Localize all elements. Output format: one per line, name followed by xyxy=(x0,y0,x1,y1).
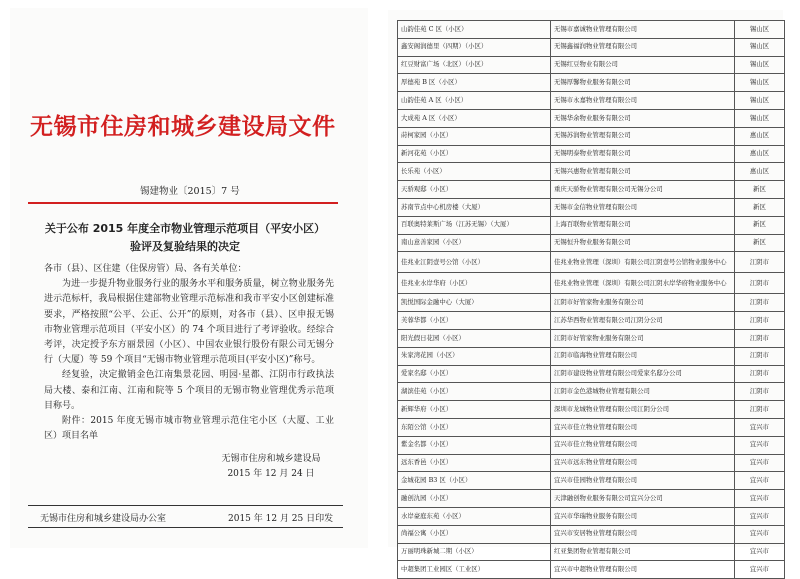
table-row xyxy=(398,436,785,454)
project-table xyxy=(397,20,785,579)
project-name-cell: 长乐苑（小区） xyxy=(398,163,551,181)
table-row xyxy=(398,56,785,74)
table-row xyxy=(398,543,785,561)
document-body xyxy=(44,262,334,444)
table-row xyxy=(398,454,785,472)
company-cell: 上海百联物业管理有限公司 xyxy=(551,216,735,234)
table-row xyxy=(398,38,785,56)
table-row xyxy=(398,273,785,294)
table-row xyxy=(398,561,785,579)
company-cell: 无锡市金信物业管理有限公司 xyxy=(551,198,735,216)
district-cell: 宜兴市 xyxy=(735,561,785,579)
salutation: 各市（县）、区住建（住保房管）局、各有关单位： xyxy=(44,264,247,274)
table-row xyxy=(398,525,785,543)
company-cell: 宜兴市中超物业管理有限公司 xyxy=(551,561,735,579)
company-cell: 无锡市嘉诚物业管理有限公司 xyxy=(551,21,735,39)
company-cell: 深圳市龙城物业管理有限公司江阴分公司 xyxy=(551,401,735,419)
district-cell: 江阴市 xyxy=(735,252,785,273)
title-line-2: 验评及复验结果的决定 xyxy=(130,240,240,253)
project-name-cell: 鑫安阁润德里（四期）（小区） xyxy=(398,38,551,56)
district-cell: 江阴市 xyxy=(735,347,785,365)
company-cell: 江阴市建设物业管理有限公司爱家名邸分公司 xyxy=(551,365,735,383)
table-row xyxy=(398,472,785,490)
district-cell: 江阴市 xyxy=(735,294,785,312)
district-cell: 惠山区 xyxy=(735,163,785,181)
district-cell: 新区 xyxy=(735,198,785,216)
project-name-cell: 南山意善家园（小区） xyxy=(398,234,551,252)
project-name-cell: 紫金名都（小区） xyxy=(398,436,551,454)
table-row xyxy=(398,329,785,347)
project-name-cell: 百联奥特莱斯广场（江苏无锡）（大厦） xyxy=(398,216,551,234)
table-row xyxy=(398,109,785,127)
table-row xyxy=(398,145,785,163)
body-paragraph-1: 为进一步提升物业服务行业的服务水平和服务质量，树立物业服务先进示范标杆，我局根据住建部物业管理示范标准和我市平安小区创建标准要求，严格按照“公平、公正、公开”的原则，对各市（县）、区申报无锡市物业管理示范项目（平安小区）的 74 个项目进行了考评验收。经综合考评，决定授予东方丽景园（小区）、中国农业银行股份有限公司无锡分行（大厦）等 59 个项目“无锡市物业管理示范项目(平安小区)”称号。 xyxy=(44,279,334,366)
project-name-cell: 山韵佳苑 C 区（小区） xyxy=(398,21,551,39)
table-row xyxy=(398,507,785,525)
project-table-body xyxy=(398,21,785,579)
table-row xyxy=(398,418,785,436)
company-cell: 重庆天骄物业管理有限公司无锡分公司 xyxy=(551,181,735,199)
project-name-cell: 远东香邑（小区） xyxy=(398,454,551,472)
company-cell: 无锡苏润物业管理有限公司 xyxy=(551,127,735,145)
company-cell: 无锡兴惠物业管理有限公司 xyxy=(551,163,735,181)
district-cell: 宜兴市 xyxy=(735,543,785,561)
district-cell: 宜兴市 xyxy=(735,490,785,508)
district-cell: 惠山区 xyxy=(735,145,785,163)
table-row xyxy=(398,294,785,312)
project-name-cell: 水岸豪庭东苑（小区） xyxy=(398,507,551,525)
project-name-cell: 红豆财富广场（北区）（小区） xyxy=(398,56,551,74)
project-name-cell: 阳光假日花园（小区） xyxy=(398,329,551,347)
table-row xyxy=(398,21,785,39)
footer-rule-bottom xyxy=(28,527,343,528)
company-cell: 佳兆业物业管理（深圳）有限公司江阴水岸华府物业服务中心 xyxy=(551,273,735,294)
table-row xyxy=(398,383,785,401)
district-cell: 惠山区 xyxy=(735,127,785,145)
district-cell: 宜兴市 xyxy=(735,472,785,490)
signature-org: 无锡市住房和城乡建设局 xyxy=(221,454,321,464)
project-name-cell: 尚福公寓（小区） xyxy=(398,525,551,543)
district-cell: 宜兴市 xyxy=(735,454,785,472)
table-row xyxy=(398,216,785,234)
district-cell: 江阴市 xyxy=(735,383,785,401)
title-line-1: 关于公布 2015 年度全市物业管理示范项目（平安小区） xyxy=(44,222,326,235)
footer-print-date: 2015 年 12 月 25 日印发 xyxy=(228,514,334,524)
table-row xyxy=(398,181,785,199)
table-row xyxy=(398,92,785,110)
table-row xyxy=(398,74,785,92)
table-row xyxy=(398,490,785,508)
company-cell: 佳兆业物业管理（深圳）有限公司江阴壹号公馆物业服务中心 xyxy=(551,252,735,273)
company-cell: 宜兴市佳立物业管理有限公司 xyxy=(551,436,735,454)
project-name-cell: 朱家湾花园（小区） xyxy=(398,347,551,365)
project-name-cell: 莳柯家园（小区） xyxy=(398,127,551,145)
project-name-cell: 大成苑 A 区（小区） xyxy=(398,109,551,127)
document-header: 无锡市住房和城乡建设局文件 xyxy=(30,114,336,140)
project-name-cell: 湖滨佳苑（小区） xyxy=(398,383,551,401)
project-name-cell: 佳兆业水岸华府（小区） xyxy=(398,273,551,294)
project-name-cell: 山韵佳苑 A 区（小区） xyxy=(398,92,551,110)
project-name-cell: 苏南节点中心机房楼（大厦） xyxy=(398,198,551,216)
project-name-cell: 新河花苑（小区） xyxy=(398,145,551,163)
attachment-note: 附件：2015 年度无锡市城市物业管理示范住宅小区（大厦、工业区）项目名单 xyxy=(44,416,334,442)
company-cell: 无锡厚馨物业服务有限公司 xyxy=(551,74,735,92)
table-row xyxy=(398,163,785,181)
company-cell: 江阴市临海物业管理有限公司 xyxy=(551,347,735,365)
company-cell: 宜兴市远东物业管理有限公司 xyxy=(551,454,735,472)
district-cell: 锡山区 xyxy=(735,74,785,92)
project-name-cell: 厚德苑 B 区（小区） xyxy=(398,74,551,92)
district-cell: 新区 xyxy=(735,181,785,199)
district-cell: 宜兴市 xyxy=(735,507,785,525)
table-row xyxy=(398,312,785,330)
document-number: 锡建物业〔2015〕7 号 xyxy=(140,186,240,197)
project-name-cell: 天骄观邸（小区） xyxy=(398,181,551,199)
table-row xyxy=(398,127,785,145)
company-cell: 宜兴市华瑞物业服务有限公司 xyxy=(551,507,735,525)
project-name-cell: 佳兆业江阴壹号公馆（小区） xyxy=(398,252,551,273)
company-cell: 无锡市永嘉物业管理有限公司 xyxy=(551,92,735,110)
company-cell: 江苏华西物业管理有限公司江阴分公司 xyxy=(551,312,735,330)
footer-issuer: 无锡市住房和城乡建设局办公室 xyxy=(40,514,167,524)
district-cell: 江阴市 xyxy=(735,401,785,419)
district-cell: 新区 xyxy=(735,216,785,234)
project-name-cell: 爱家名邸（小区） xyxy=(398,365,551,383)
district-cell: 宜兴市 xyxy=(735,525,785,543)
company-cell: 天津融创物业服务有限公司宜兴分公司 xyxy=(551,490,735,508)
company-cell: 江阴市金色港城物业管理有限公司 xyxy=(551,383,735,401)
table-row xyxy=(398,198,785,216)
district-cell: 江阴市 xyxy=(735,312,785,330)
district-cell: 锡山区 xyxy=(735,109,785,127)
district-cell: 新区 xyxy=(735,234,785,252)
project-name-cell: 东陌公馆（小区） xyxy=(398,418,551,436)
company-cell: 江阴市好管家物业服务有限公司 xyxy=(551,329,735,347)
table-row xyxy=(398,347,785,365)
body-paragraph-2: 经复验，决定撤销金色江南集景花园、明园·星都、江阴市行政执法局大楼、泰和江南、江南和院等 5 个项目的无锡市物业管理优秀示范项目称号。 xyxy=(44,370,334,411)
signature-block xyxy=(206,452,336,482)
district-cell: 锡山区 xyxy=(735,38,785,56)
district-cell: 锡山区 xyxy=(735,56,785,74)
project-name-cell: 金城花园 B3 区（小区） xyxy=(398,472,551,490)
project-name-cell: 芙蓉华都（小区） xyxy=(398,312,551,330)
district-cell: 锡山区 xyxy=(735,21,785,39)
project-name-cell: 融创氿园（小区） xyxy=(398,490,551,508)
company-cell: 红亚集团物业管理有限公司 xyxy=(551,543,735,561)
company-cell: 无锡明泰物业管理有限公司 xyxy=(551,145,735,163)
district-cell: 锡山区 xyxy=(735,92,785,110)
project-name-cell: 中超集团工业园区（工业区） xyxy=(398,561,551,579)
company-cell: 江阴市好管家物业服务有限公司 xyxy=(551,294,735,312)
project-name-cell: 新辉华府（小区） xyxy=(398,401,551,419)
document-title xyxy=(40,220,330,256)
company-cell: 无锡恒升物业服务有限公司 xyxy=(551,234,735,252)
company-cell: 无锡红豆物业有限公司 xyxy=(551,56,735,74)
company-cell: 宜兴市佳立物业管理有限公司 xyxy=(551,418,735,436)
table-row xyxy=(398,252,785,273)
header-red-rule xyxy=(28,202,338,204)
project-name-cell: 凯悦国际金融中心（大厦） xyxy=(398,294,551,312)
signature-date: 2015 年 12 月 24 日 xyxy=(227,469,315,479)
company-cell: 宜兴市佳园物业管理有限公司 xyxy=(551,472,735,490)
district-cell: 江阴市 xyxy=(735,273,785,294)
company-cell: 无锡鑫福润物业管理有限公司 xyxy=(551,38,735,56)
district-cell: 江阴市 xyxy=(735,329,785,347)
company-cell: 无锡华余物业服务有限公司 xyxy=(551,109,735,127)
district-cell: 宜兴市 xyxy=(735,418,785,436)
district-cell: 宜兴市 xyxy=(735,436,785,454)
footer-rule-top xyxy=(28,505,343,506)
table-row xyxy=(398,401,785,419)
company-cell: 宜兴市安居物业管理有限公司 xyxy=(551,525,735,543)
district-cell: 江阴市 xyxy=(735,365,785,383)
table-row xyxy=(398,234,785,252)
table-row xyxy=(398,365,785,383)
project-name-cell: 万丽明珠新城二期（小区） xyxy=(398,543,551,561)
